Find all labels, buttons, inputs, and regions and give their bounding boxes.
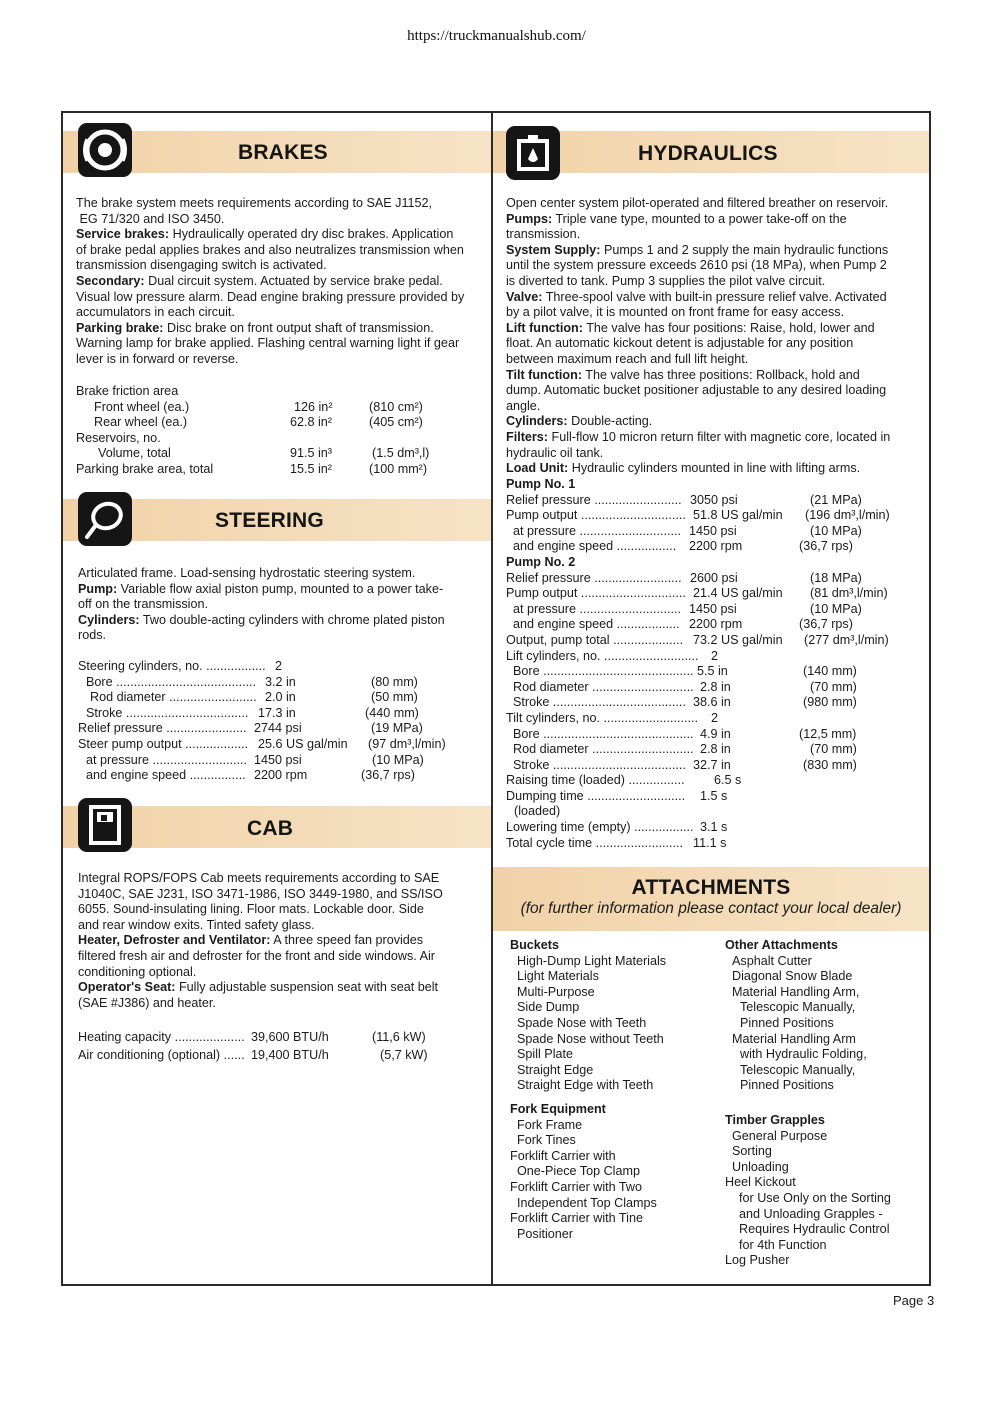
- steering-title: STEERING: [215, 509, 324, 532]
- spec-row: Lowering time (empty) ................. 3.1 s: [506, 820, 728, 835]
- attachment-item: Straight Edge: [517, 1062, 594, 1077]
- attachment-item: Spade Nose with Teeth: [517, 1015, 647, 1030]
- spec-row: Tilt cylinders, no. ........................... 2: [506, 710, 719, 725]
- attachment-item: Spill Plate: [517, 1047, 574, 1062]
- page-number: Page 3: [893, 1293, 935, 1308]
- attachment-item: Unloading: [732, 1159, 789, 1174]
- attachment-item: Multi-Purpose: [517, 984, 595, 999]
- spec-row: Reservoirs, no.: [76, 430, 161, 445]
- spec-row: Relief pressure ....................... 2744 psi (19 MPa): [78, 721, 423, 736]
- spec-row: Relief pressure ......................... 2600 psi (18 MPa): [506, 570, 862, 585]
- attachment-item: High-Dump Light Materials: [517, 953, 667, 968]
- steering-icon: [78, 492, 132, 546]
- attachment-item: Heel Kickout: [725, 1175, 796, 1190]
- column-divider: [491, 111, 493, 1286]
- attachment-item: Fork Tines: [517, 1133, 576, 1148]
- source-url: https://truckmanualshub.com/: [407, 28, 586, 44]
- attachment-item: and Unloading Grapples -: [739, 1206, 883, 1221]
- cab-description: Integral ROPS/FOPS Cab meets requirements according to SAE J1040C, SAE J231, ISO 3471-1986, ISO 3449-1980, and SS/ISO 6055. Sound-insulating lining. Floor mats. Lockable door. Side and rear window exits. Tinted safety glass. Heater, Defroster and Ventilator: A three speed fan provides filtered fresh air and defroster for the front and side windows. Air conditioning optional. Operator's Seat: Fully adjustable suspension seat with seat belt (SAE #J386) and heater.: [78, 871, 443, 1010]
- attachment-item: for 4th Function: [739, 1237, 827, 1252]
- spec-row: Bore ........................................... 5.5 in (140 mm): [513, 664, 857, 679]
- spec-row: Total cycle time ......................... 11.1 s: [506, 835, 727, 850]
- spec-row: Bore ........................................... 4.9 in (12,5 mm): [513, 726, 857, 741]
- hydraulics-specs: [506, 477, 921, 851]
- brake-icon: [78, 123, 132, 177]
- attachment-item: Pinned Positions: [740, 1015, 834, 1030]
- brakes-title: BRAKES: [238, 141, 328, 164]
- attachment-item: Spade Nose without Teeth: [517, 1031, 664, 1046]
- spec-row: Steer pump output .................. 25.6 US gal/min (97 dm³,l/min): [78, 736, 446, 751]
- buckets-list: [510, 938, 666, 1094]
- spec-row: Parking brake area, total 15.5 in² (100 mm²): [76, 461, 428, 476]
- spec-row: Output, pump total .................... 73.2 US gal/min (277 dm³,l/min): [506, 632, 889, 647]
- steering-specs: [78, 659, 488, 784]
- cab-icon: [78, 798, 132, 852]
- fork-heading: Fork Equipment: [510, 1102, 606, 1116]
- timber-heading: Timber Grapples: [725, 1113, 825, 1127]
- spec-row: Bore ........................................ 3.2 in (80 mm): [86, 674, 418, 689]
- pump2-heading: Pump No. 2: [506, 554, 576, 569]
- other-heading: Other Attachments: [725, 938, 838, 952]
- attachment-item: General Purpose: [732, 1128, 828, 1143]
- spec-row: and engine speed ................ 2200 rpm (36,7 rps): [86, 768, 415, 783]
- spec-row: Front wheel (ea.) 126 in² (810 cm²): [94, 399, 423, 414]
- attachment-item: Light Materials: [517, 969, 599, 984]
- attachment-item: Independent Top Clamps: [517, 1195, 657, 1210]
- spec-row: at pressure ........................... 1450 psi (10 MPa): [86, 752, 424, 767]
- spec-row: Rear wheel (ea.) 62.8 in² (405 cm²): [94, 415, 423, 430]
- attachment-item: for Use Only on the Sorting: [739, 1190, 891, 1205]
- timber-grapples-list: [725, 1113, 891, 1269]
- spec-row: Relief pressure ......................... 3050 psi (21 MPa): [506, 492, 862, 507]
- attachment-item: Diagonal Snow Blade: [732, 969, 853, 984]
- spec-row: Stroke ................................... 17.3 in (440 mm): [86, 705, 419, 720]
- attachment-item: Log Pusher: [725, 1253, 790, 1268]
- attachment-item: Material Handling Arm: [732, 1031, 856, 1046]
- attachments-title: ATTACHMENTS: [631, 876, 791, 899]
- spec-row: Heating capacity .................... 39,600 BTU/h (11,6 kW): [78, 1030, 426, 1044]
- attachments-subtitle: (for further information please contact your local dealer): [520, 900, 902, 917]
- spec-row: Volume, total 91.5 in³ (1.5 dm³,l): [98, 446, 430, 461]
- hydraulic-oil-icon: [506, 126, 560, 180]
- attachment-item: Requires Hydraulic Control: [739, 1222, 890, 1237]
- attachment-item: Sorting: [732, 1144, 772, 1159]
- attachment-item: Fork Frame: [517, 1117, 583, 1132]
- other-attachments-list: [725, 938, 867, 1094]
- pump1-heading: Pump No. 1: [506, 477, 576, 491]
- attachment-item: Asphalt Cutter: [732, 953, 812, 968]
- brakes-description: The brake system meets requirements according to SAE J1152, EG 71/320 and ISO 3450. Service brakes: Hydraulically operated dry disc brakes. Application of brake pedal applies brakes and also neutralizes transmission when transmission disengaging switch is activated. Secondary: Dual circuit system. Actuated by service brake pedal. Visual low pressure alarm. Dead engine braking pressure provided by accumulators in each circuit. Parking brake: Disc brake on front output shaft of transmission. Warning lamp for brake applied. Flashing central warning light if gear lever is in forward or reverse.: [76, 196, 465, 366]
- hydraulics-title: HYDRAULICS: [638, 142, 778, 165]
- spec-row: Rod diameter ......................... 2.0 in (50 mm): [90, 690, 418, 705]
- attachment-item: Side Dump: [517, 1000, 580, 1015]
- steering-description: Articulated frame. Load-sensing hydrostatic steering system. Pump: Variable flow axial piston pump, mounted to a power take- off on the transmission. Cylinders: Two double-acting cylinders with chrome plated piston rods.: [78, 566, 445, 643]
- attachment-item: with Hydraulic Folding,: [740, 1047, 867, 1062]
- attachment-item: Positioner: [517, 1226, 574, 1241]
- spec-row: Brake friction area: [76, 384, 179, 398]
- attachment-item: Forklift Carrier with: [510, 1148, 616, 1163]
- spec-row: and engine speed ................. 2200 rpm (36,7 rps): [513, 539, 853, 554]
- hydraulics-description: Open center system pilot-operated and filtered breather on reservoir. Pumps: Triple vane type, mounted to a power take-off on the transmission. System Supply: Pumps 1 and 2 supply the main hydraulic functions until the system pressure exceeds 2610 psi (18 MPa), when Pump 2 is diverted to tank. Pump 3 supplies the pilot valve circuit. Valve: Three-spool valve with built-in pressure relief valve. Activated by a pilot valve, it is mounted on front frame for easy access. Lift function: The valve has four positions: Raise, hold, lower and float. An automatic kickout detent is adjustable for any position between maximum reach and full lift height. Tilt function: The valve has three positions: Rollback, hold and dump. Automatic bucket positioner adjustable to any desired loading angle. Cylinders: Double-acting. Filters: Full-flow 10 micron return filter with magnetic core, located in hydraulic oil tank. Load Unit: Hydraulic cylinders mounted in line with lifting arms.: [506, 196, 891, 476]
- spec-row: Lift cylinders, no. ........................... 2: [506, 648, 719, 663]
- cab-specs: [78, 1028, 488, 1064]
- brakes-specs: [76, 384, 486, 478]
- spec-row: (loaded): [514, 804, 561, 819]
- spec-row: Rod diameter ............................. 2.8 in (70 mm): [513, 679, 857, 694]
- spec-row: Air conditioning (optional) ...... 19,400 BTU/h (5,7 kW): [78, 1048, 428, 1062]
- attachment-item: Pinned Positions: [740, 1078, 834, 1093]
- attachment-item: Forklift Carrier with Two: [510, 1179, 643, 1194]
- attachment-item: Telescopic Manually,: [740, 1062, 856, 1077]
- attachment-item: Forklift Carrier with Tine: [510, 1211, 643, 1226]
- spec-row: Dumping time ............................ 1.5 s: [506, 788, 728, 803]
- attachment-item: Telescopic Manually,: [740, 1000, 856, 1015]
- spec-row: Raising time (loaded) ................ 6.5 s: [506, 773, 742, 788]
- spec-row: Stroke ...................................... 32.7 in (830 mm): [513, 757, 857, 772]
- spec-row: Stroke ...................................... 38.6 in (980 mm): [513, 695, 857, 710]
- attachment-item: Material Handling Arm,: [732, 984, 860, 999]
- spec-row: Pump output .............................. 21.4 US gal/min (81 dm³,l/min): [506, 586, 888, 601]
- spec-row: Rod diameter ............................. 2.8 in (70 mm): [513, 742, 857, 757]
- spec-row: at pressure ............................. 1450 psi (10 MPa): [513, 523, 862, 538]
- fork-equipment-list: [510, 1102, 657, 1242]
- attachment-item: One-Piece Top Clamp: [517, 1164, 640, 1179]
- attachment-item: Straight Edge with Teeth: [517, 1078, 654, 1093]
- spec-row: and engine speed .................. 2200 rpm (36,7 rps): [513, 617, 853, 632]
- spec-row: at pressure ............................. 1450 psi (10 MPa): [513, 601, 862, 616]
- buckets-heading: Buckets: [510, 938, 559, 952]
- spec-row: Pump output .............................. 51.8 US gal/min (196 dm³,l/min): [506, 508, 890, 523]
- spec-row: Steering cylinders, no. ................. 2: [78, 659, 283, 673]
- cab-title: CAB: [247, 817, 294, 840]
